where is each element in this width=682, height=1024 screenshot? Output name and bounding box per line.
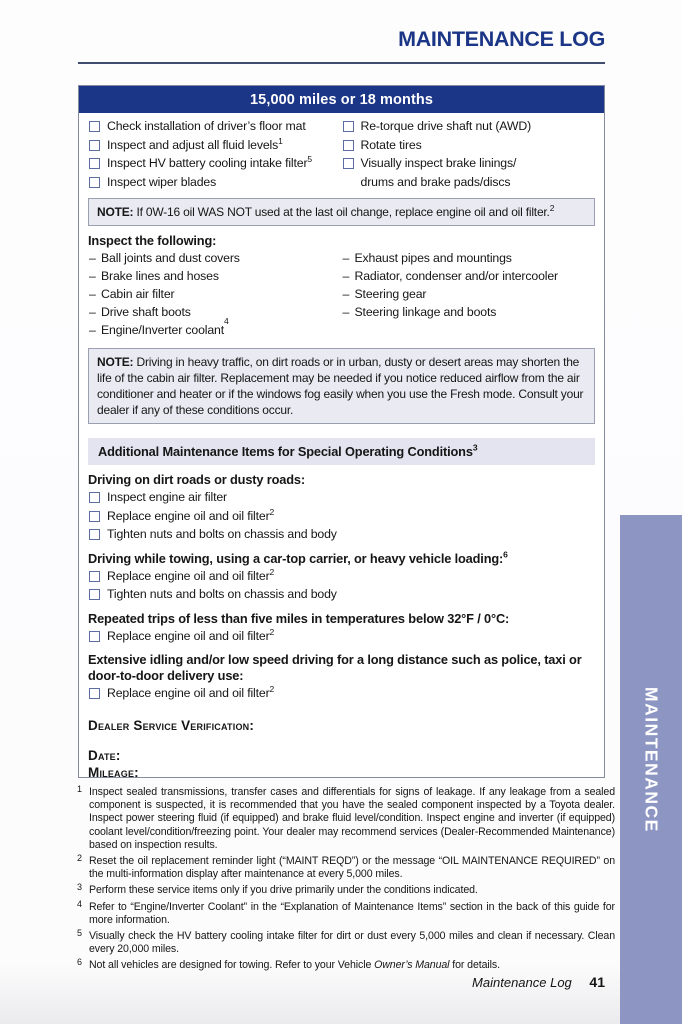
checkbox[interactable] bbox=[89, 571, 100, 582]
checklist-left-column bbox=[88, 117, 342, 191]
footnote: 6 Not all vehicles are designed for towing. Refer to your Vehicle Owner’s Manual for details. bbox=[77, 957, 500, 972]
footnote: 2 Reset the oil replacement reminder light (“MAINT REQD”) or the message “OIL MAINTENANCE REQUIRED” on the multi-information display after maintenance at every 5,000 miles. bbox=[77, 853, 615, 881]
inspect-item: – Brake lines and hoses bbox=[89, 269, 219, 283]
checkbox[interactable] bbox=[343, 121, 354, 132]
checklist-item bbox=[88, 507, 595, 526]
inspect-item: – Drive shaft boots bbox=[89, 305, 191, 319]
dealer-verification-block bbox=[88, 718, 595, 779]
inspect-item: – Engine/Inverter coolant 4 bbox=[89, 316, 229, 337]
title-rule bbox=[78, 62, 605, 64]
checklist-right-column bbox=[342, 117, 596, 191]
footnote-ref: 3 bbox=[472, 442, 478, 453]
checkbox[interactable] bbox=[89, 158, 100, 169]
checklist-item-label: Visually inspect brake linings/ drums and brake pads/discs bbox=[360, 156, 517, 189]
checklist-item-label: Inspect engine air filter bbox=[107, 490, 227, 504]
checkbox[interactable] bbox=[89, 121, 100, 132]
condition-section-towing bbox=[88, 551, 595, 604]
inspect-left-column bbox=[88, 249, 342, 339]
checklist-item bbox=[342, 117, 596, 136]
checkbox[interactable] bbox=[343, 140, 354, 151]
maintenance-section-tab bbox=[620, 515, 682, 1024]
checklist-item-label: Check installation of driver’s floor mat bbox=[107, 119, 306, 133]
checklist-item bbox=[342, 136, 596, 155]
dealer-service-verification-label: Dealer Service Verification: bbox=[88, 717, 255, 733]
checklist-item-label: Rotate tires bbox=[360, 137, 422, 152]
footnote: 4 Refer to “Engine/Inverter Coolant” in the “Explanation of Maintenance Items” section in the back of this guide for more information. bbox=[77, 898, 615, 926]
checkbox[interactable] bbox=[89, 589, 100, 600]
dash-bullet: – bbox=[89, 305, 96, 319]
checklist-item bbox=[88, 488, 595, 507]
checklist-item-label: Inspect wiper blades bbox=[107, 174, 217, 189]
checkbox[interactable] bbox=[89, 177, 100, 188]
inspect-heading: Inspect the following: bbox=[88, 233, 217, 248]
condition-heading: Driving while towing, using a car-top carrier, or heavy vehicle loading:$^6$ bbox=[88, 549, 508, 566]
additional-items-bar: Additional Maintenance Items for Special Operating Conditions$^3$ bbox=[88, 438, 595, 465]
checklist-item bbox=[88, 154, 342, 173]
page-number: 41 bbox=[589, 974, 605, 990]
condition-section-idling bbox=[88, 652, 595, 703]
inspect-item: – Ball joints and dust covers bbox=[89, 251, 240, 265]
checkbox[interactable] bbox=[89, 631, 100, 642]
note-oil-change bbox=[88, 198, 595, 226]
note-cabin-air-filter bbox=[88, 348, 595, 424]
condition-section-short-trips bbox=[88, 611, 595, 646]
page-footer bbox=[472, 974, 605, 990]
dash-bullet: – bbox=[89, 269, 96, 283]
checklist-item bbox=[88, 627, 595, 646]
footnote: 3 Perform these service items only if you drive primarily under the conditions indicated. bbox=[77, 882, 478, 897]
maintenance-interval-card bbox=[78, 85, 605, 778]
checklist-item-label: Re-torque drive shaft nut (AWD) bbox=[360, 119, 532, 133]
dash-bullet: – bbox=[342, 251, 350, 265]
footnote: 5 Visually check the HV battery cooling intake filter for dirt or dust every 5,000 miles and clean if necessary. Clean every 20,000 miles. bbox=[77, 928, 615, 956]
inspect-item: – Radiator, condenser and/or intercooler bbox=[342, 269, 558, 283]
footer-section-label: Maintenance Log bbox=[472, 975, 572, 990]
inspect-item: – Exhaust pipes and mountings bbox=[342, 251, 512, 265]
date-label: Date: bbox=[88, 747, 121, 763]
inspect-item: – Cabin air filter bbox=[89, 287, 175, 301]
checklist-item bbox=[88, 567, 595, 586]
dash-bullet: – bbox=[342, 287, 350, 301]
footnote: 1 Inspect sealed transmissions, transfer cases and differentials for signs of leakage. If any leakage from a sealed component is suspected, it is recommended that you have the sealed component inspected by a Toyota dealer. Inspect power steering fluid (if equipped) and brake fluid level/condition. Inspect engine and inverter (if equipped) coolant level/condition/freezing point. Your dealer may recommend services (Dealer-Recommended Maintenance) based on inspection results. bbox=[77, 784, 615, 851]
checklist-item-label: Replace engine oil and oil filter$^2$ bbox=[107, 506, 275, 523]
checkbox[interactable] bbox=[89, 688, 100, 699]
checklist-item bbox=[88, 117, 342, 136]
note-tag: NOTE: bbox=[97, 205, 134, 219]
checkbox[interactable] bbox=[89, 511, 100, 522]
checkbox[interactable] bbox=[89, 492, 100, 503]
checklist-item-label: Tighten nuts and bolts on chassis and body bbox=[107, 527, 337, 541]
checklist-item-label: Replace engine oil and oil filter$^2$ bbox=[107, 626, 275, 643]
inspect-right-column bbox=[342, 249, 596, 339]
condition-section-dirt-roads bbox=[88, 472, 595, 544]
footnote-ref: 2 bbox=[549, 203, 555, 213]
checklist-item-label: Replace engine oil and oil filter$^2$ bbox=[107, 566, 275, 583]
checklist-item bbox=[88, 136, 342, 155]
checklist-item bbox=[342, 154, 596, 191]
condition-heading: Repeated trips of less than five miles in temperatures below 32°F / 0°C: bbox=[88, 610, 510, 626]
checklist-item-label: Inspect HV battery cooling intake filter$^5$ bbox=[107, 153, 313, 170]
page-title: MAINTENANCE LOG bbox=[398, 27, 605, 51]
dash-bullet: – bbox=[89, 323, 96, 337]
dash-bullet: – bbox=[89, 287, 96, 301]
note-text: If 0W-16 oil WAS NOT used at the last oil change, replace engine oil and oil filter. bbox=[133, 205, 550, 219]
dash-bullet: – bbox=[342, 305, 350, 319]
interval-banner: 15,000 miles or 18 months bbox=[79, 86, 604, 113]
condition-heading: Extensive idling and/or low speed driving for a long distance such as police, taxi or door-to-door delivery use: bbox=[88, 652, 582, 683]
checklist-item bbox=[88, 684, 595, 703]
note-tag: NOTE: bbox=[97, 355, 134, 369]
inspect-list bbox=[88, 249, 595, 339]
inspect-item: – Steering gear bbox=[342, 287, 427, 301]
service-checklist bbox=[88, 117, 595, 191]
checkbox[interactable] bbox=[89, 529, 100, 540]
footnotes bbox=[76, 786, 615, 976]
checklist-item bbox=[88, 173, 342, 192]
checklist-item-label: Tighten nuts and bolts on chassis and body bbox=[107, 587, 337, 601]
checklist-item-label: Inspect and adjust all fluid levels$^1$ bbox=[107, 135, 283, 152]
section-tab-label: MAINTENANCE bbox=[641, 687, 662, 833]
note-text: Driving in heavy traffic, on dirt roads or in urban, dusty or desert areas may shorten the life of the cabin air filter. Replacement may be needed if you notice reduced airflow from the air conditioner and heater or if the windows fog easily when you use the Fresh mode. Consult your dealer if any of these conditions occur. bbox=[97, 355, 584, 417]
checklist-item bbox=[88, 585, 595, 604]
mileage-label: Mileage: bbox=[88, 764, 139, 778]
inspect-item: – Steering linkage and boots bbox=[342, 305, 497, 319]
dash-bullet: – bbox=[342, 269, 350, 283]
dash-bullet: – bbox=[89, 251, 96, 265]
checkbox[interactable] bbox=[343, 158, 354, 169]
card-body bbox=[79, 113, 604, 778]
condition-heading: Driving on dirt roads or dusty roads: bbox=[88, 472, 305, 487]
checkbox[interactable] bbox=[89, 140, 100, 151]
checklist-item-label: Replace engine oil and oil filter$^2$ bbox=[107, 683, 275, 700]
checklist-item bbox=[88, 525, 595, 544]
